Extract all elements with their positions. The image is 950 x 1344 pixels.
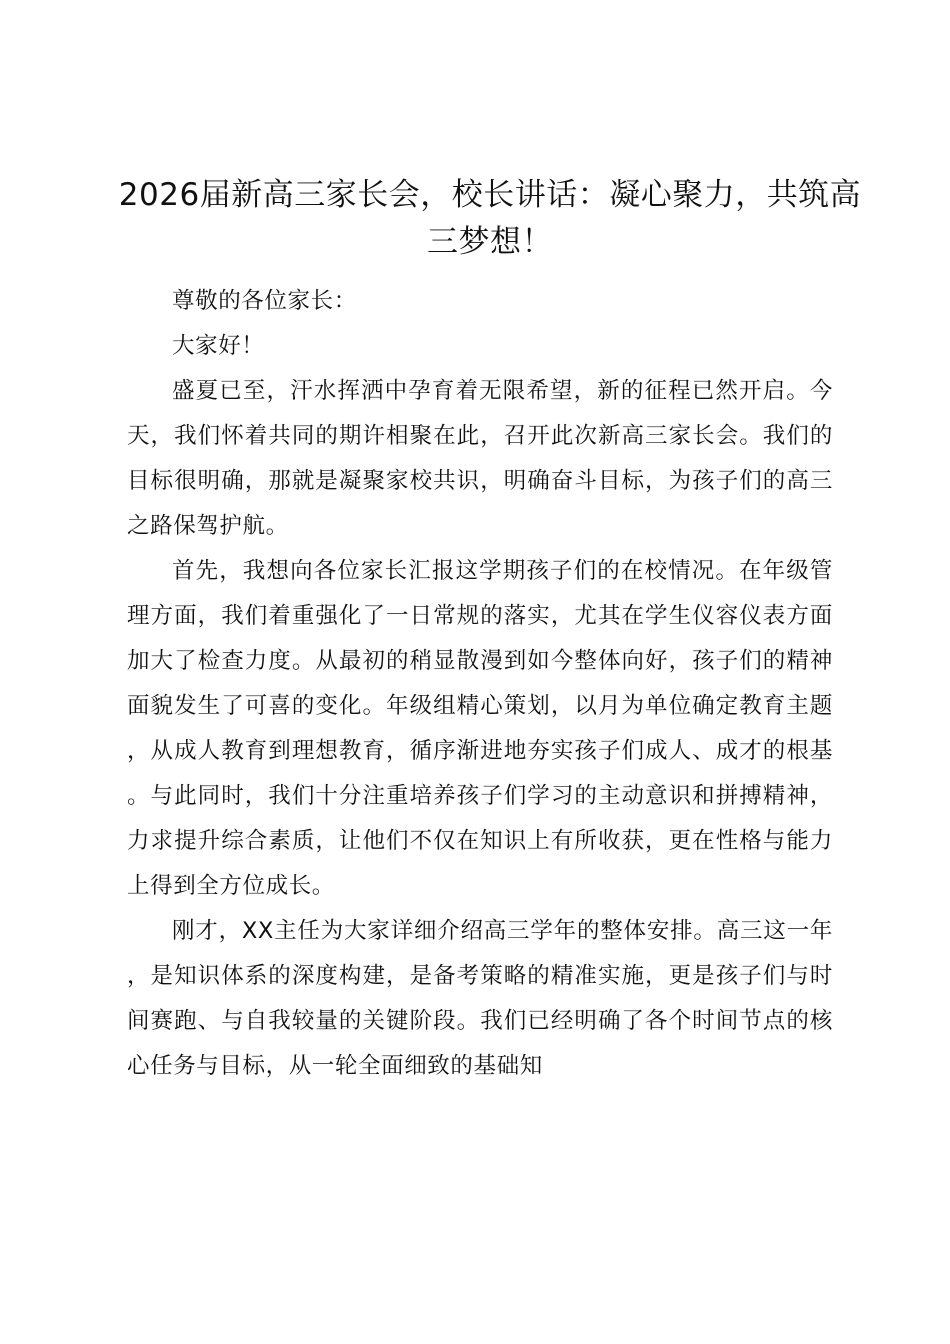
paragraph-1: 盛夏已至，汗水挥洒中孕育着无限希望，新的征程已然开启。今天，我们怀着共同的期许相聚在此，召开此次新高三家长会。我们的目标很明确，那就是凝聚家校共识，明确奋斗目标，为孩子们的高三之路保驾护航。 (127, 378, 833, 539)
paragraph-3: 刚才，XX主任为大家详细介绍高三学年的整体安排。高三这一年，是知识体系的深度构建，是备考策略的精准实施，更是孩子们与时间赛跑、与自我较量的关键阶段。我们已经明确了各个时间节点的核心任务与目标，从一轮全面细致的基础知 (127, 918, 833, 1079)
document-title: 2026届新高三家长会，校长讲话：凝心聚力，共筑高三梦想！ (118, 177, 862, 260)
paragraph-2: 首先，我想向各位家长汇报这学期孩子们的在校情况。在年级管理方面，我们着重强化了一日常规的落实，尤其在学生仪容仪表方面加大了检查力度。从最初的稍显散漫到如今整体向好，孩子们的精神面貌发生了可喜的变化。年级组精心策划，以月为单位确定教育主题，从成人教育到理想教育，循序渐进地夯实孩子们成人、成才的根基。与此同时，我们十分注重培养孩子们学习的主动意识和拼搏精神，力求提升综合素质，让他们不仅在知识上有所收获，更在性格与能力上得到全方位成长。 (127, 558, 833, 899)
document-body (127, 279, 833, 1089)
salutation: 尊敬的各位家长： (172, 288, 357, 314)
greeting: 大家好！ (172, 333, 265, 359)
